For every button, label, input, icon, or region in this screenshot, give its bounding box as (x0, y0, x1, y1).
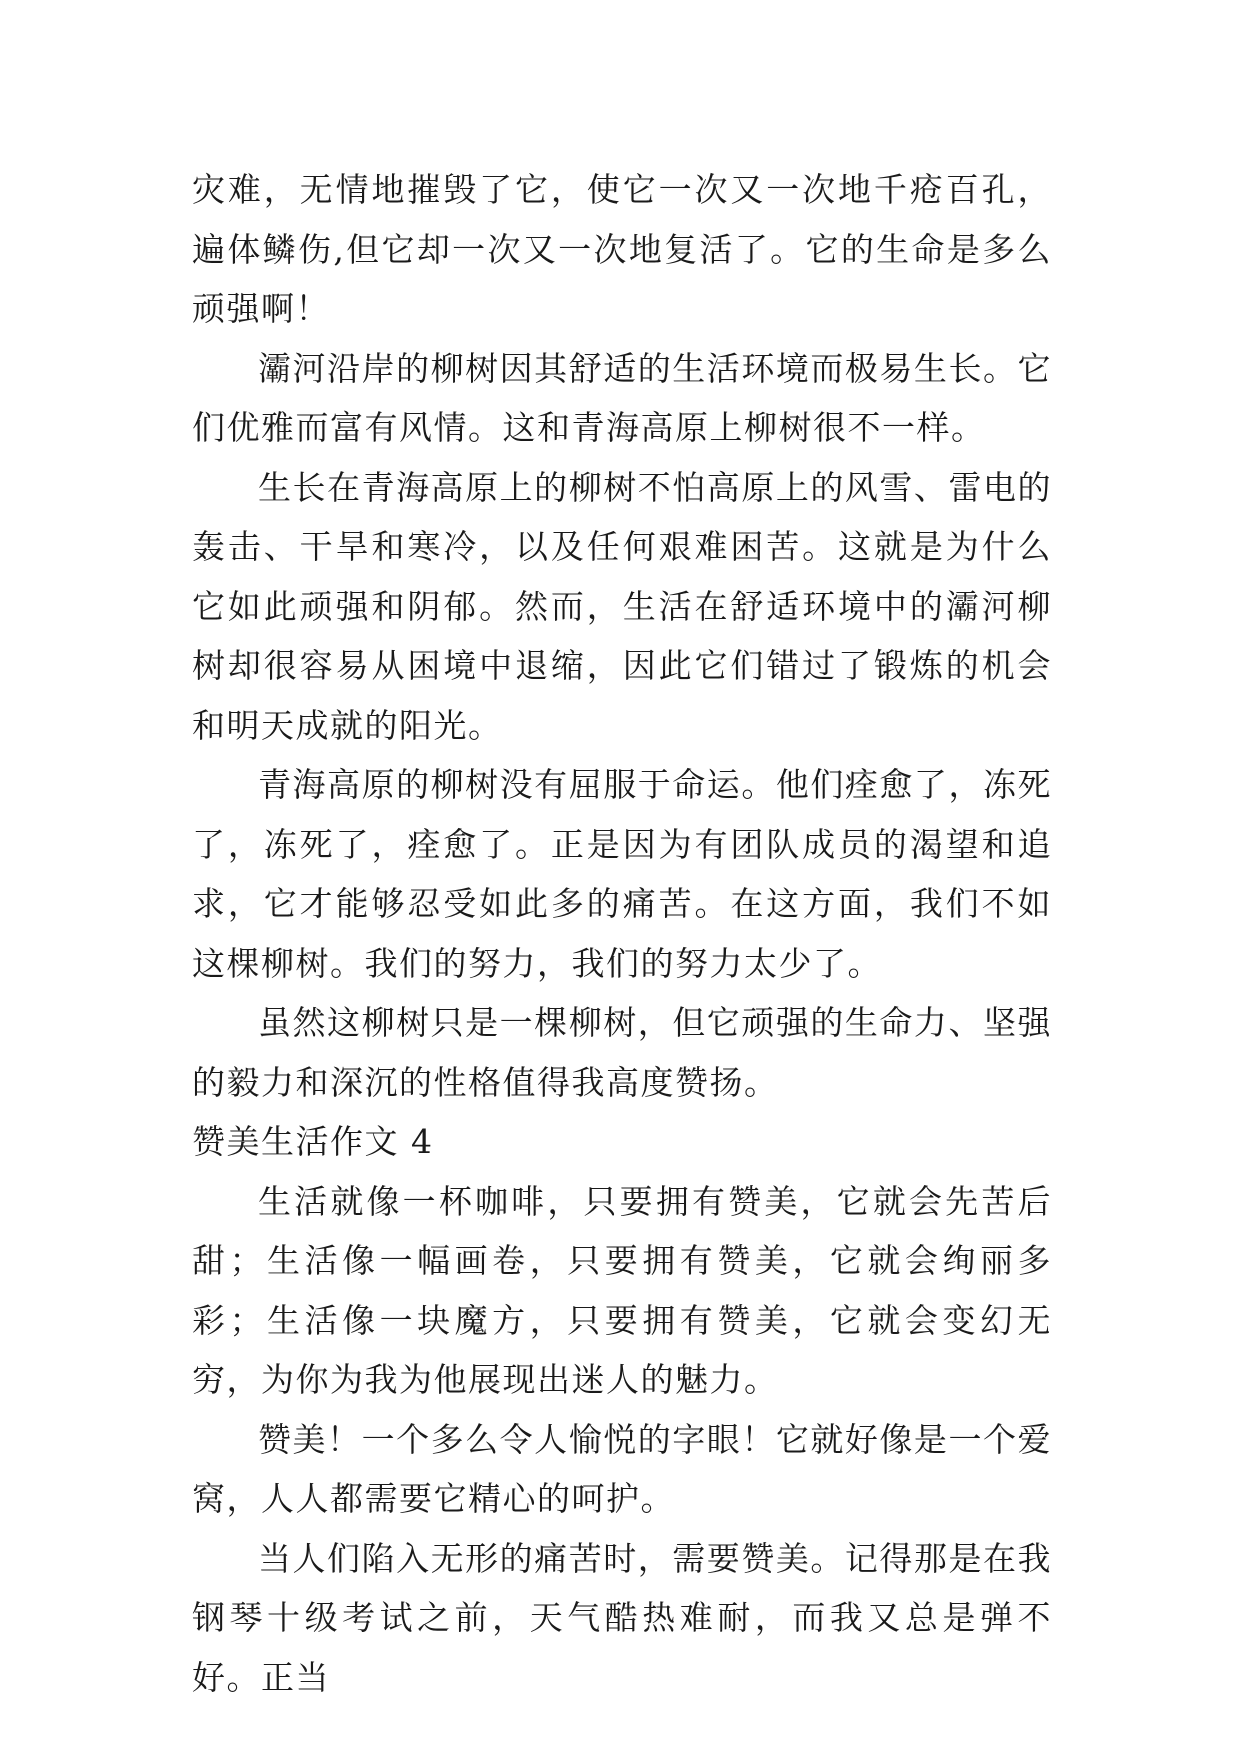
paragraph: 当人们陷入无形的痛苦时，需要赞美。记得那是在我钢琴十级考试之前，天气酷热难耐，而我又总是弹不好。正当 (192, 1538, 1052, 1697)
paragraph: 赞美！一个多么令人愉悦的字眼！它就好像是一个爱窝，人人都需要它精心的呵护。 (192, 1419, 1052, 1518)
paragraph-continuation: 灾难，无情地摧毁了它，使它一次又一次地千疮百孔，遍体鳞伤,但它却一次又一次地复活了。它的生命是多么顽强啊！ (192, 170, 1052, 328)
document-body (192, 160, 1052, 1707)
paragraph: 虽然这柳树只是一棵柳树，但它顽强的生命力、坚强的毅力和深沉的性格值得我高度赞扬。 (192, 1003, 1052, 1102)
section-title: 赞美生活作文 4 (192, 1122, 434, 1161)
paragraph: 青海高原的柳树没有屈服于命运。他们痊愈了，冻死了，冻死了，痊愈了。正是因为有团队成员的渴望和追求，它才能够忍受如此多的痛苦。在这方面，我们不如这棵柳树。我们的努力，我们的努力太少了。 (192, 765, 1052, 983)
paragraph: 生长在青海高原上的柳树不怕高原上的风雪、雷电的轰击、干旱和寒冷，以及任何艰难困苦。这就是为什么它如此顽强和阴郁。然而，生活在舒适环境中的灞河柳树却很容易从困境中退缩，因此它们错过了锻炼的机会和明天成就的阳光。 (192, 467, 1052, 745)
paragraph: 灞河沿岸的柳树因其舒适的生活环境而极易生长。它们优雅而富有风情。这和青海高原上柳树很不一样。 (192, 348, 1052, 447)
paragraph: 生活就像一杯咖啡，只要拥有赞美，它就会先苦后甜；生活像一幅画卷，只要拥有赞美，它就会绚丽多彩；生活像一块魔方，只要拥有赞美，它就会变幻无穷，为你为我为他展现出迷人的魅力。 (192, 1181, 1052, 1399)
